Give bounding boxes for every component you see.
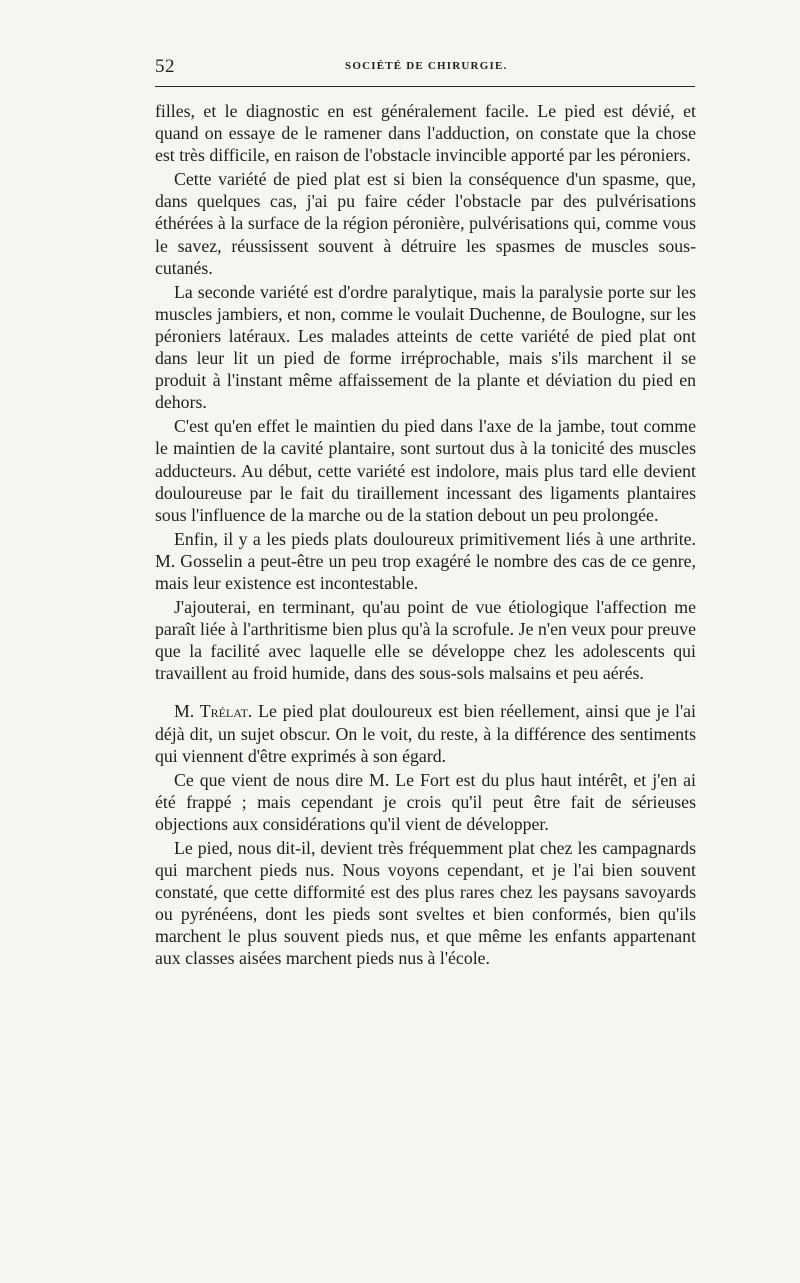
header-rule <box>155 86 695 87</box>
page-header <box>155 56 695 84</box>
paragraph-2: Cette variété de pied plat est si bien la conséquence d'un spasme, que, dans quelques cas, j'ai pu faire céder l'obstacle par des pulvérisations éthérées à la surface de la région péronière, pulvérisations qui, comme vous le savez, réussissent souvent à détruire les spasmes de muscles sous-cutanés. <box>155 169 696 278</box>
paragraph-5: Enfin, il y a les pieds plats douloureux primitivement liés à une arthrite. M. Gosselin a peut-être un peu trop exagéré le nombre des cas de ce genre, mais leur existence est incontestable. <box>155 528 696 593</box>
page-number: 52 <box>155 56 175 77</box>
speaker-name: M. Trélat. <box>174 701 253 722</box>
running-head: SOCIÉTÉ DE CHIRURGIE. <box>345 60 508 72</box>
speaker-paragraph <box>155 700 696 766</box>
body-text <box>155 100 696 972</box>
paragraph-3: La seconde variété est d'ordre paralytique, mais la paralysie porte sur les muscles jambiers, et non, comme le voulait Duchenne, de Boulogne, sur les péroniers latéraux. Les malades atteints de cette variété de pied plat ont dans leur lit un pied de forme irréprochable, mais s'ils marchent il se produit à l'instant même affaissement de la plante et déviation du pied en dehors. <box>155 281 696 413</box>
speaker-text: Le pied plat douloureux est bien réellement, ainsi que je l'ai déjà dit, un sujet obscur. On le voit, du reste, à la différence des sentiments qui viennent d'être exprimés à son égard. <box>155 701 696 766</box>
paragraph-4: C'est qu'en effet le maintien du pied dans l'axe de la jambe, tout comme le maintien de la cavité plantaire, sont surtout dus à la tonicité des muscles adducteurs. Au début, cette variété est indolore, mais plus tard elle devient douloureuse par le fait du tiraillement incessant des ligaments plantaires sous l'influence de la marche ou de la station debout un peu prolongée. <box>155 416 696 525</box>
paragraph-9: Le pied, nous dit-il, devient très fréquemment plat chez les campagnards qui marchent pieds nus. Nous voyons cependant, et je l'ai bien souvent constaté, que cette difformité est des plus rares chez les paysans savoyards ou pyrénéens, dont les pieds sont sveltes et bien conformés, bien qu'ils marchent le plus souvent pieds nus, et que même les enfants appartenant aux classes aisées marchent pieds nus à l'école. <box>155 838 696 969</box>
paragraph-1: filles, et le diagnostic en est généralement facile. Le pied est dévié, et quand on essaye de le ramener dans l'adduction, on constate que la chose est très difficile, en raison de l'obstacle invincible apporté par les péroniers. <box>155 101 696 166</box>
paragraph-8: Ce que vient de nous dire M. Le Fort est du plus haut intérêt, et j'en ai été frappé ; mais cependant je crois qu'il peut être fait de sérieuses objections aux considérations qu'il vient de développer. <box>155 769 696 834</box>
paragraph-6: J'ajouterai, en terminant, qu'au point de vue étiologique l'affection me paraît liée à l'arthritisme bien plus qu'à la scrofule. Je n'en veux pour preuve que la facilité avec laquelle elle se développe chez les adolescents qui travaillent au froid humide, dans des sous-sols malsains et peu aérés. <box>155 597 696 684</box>
